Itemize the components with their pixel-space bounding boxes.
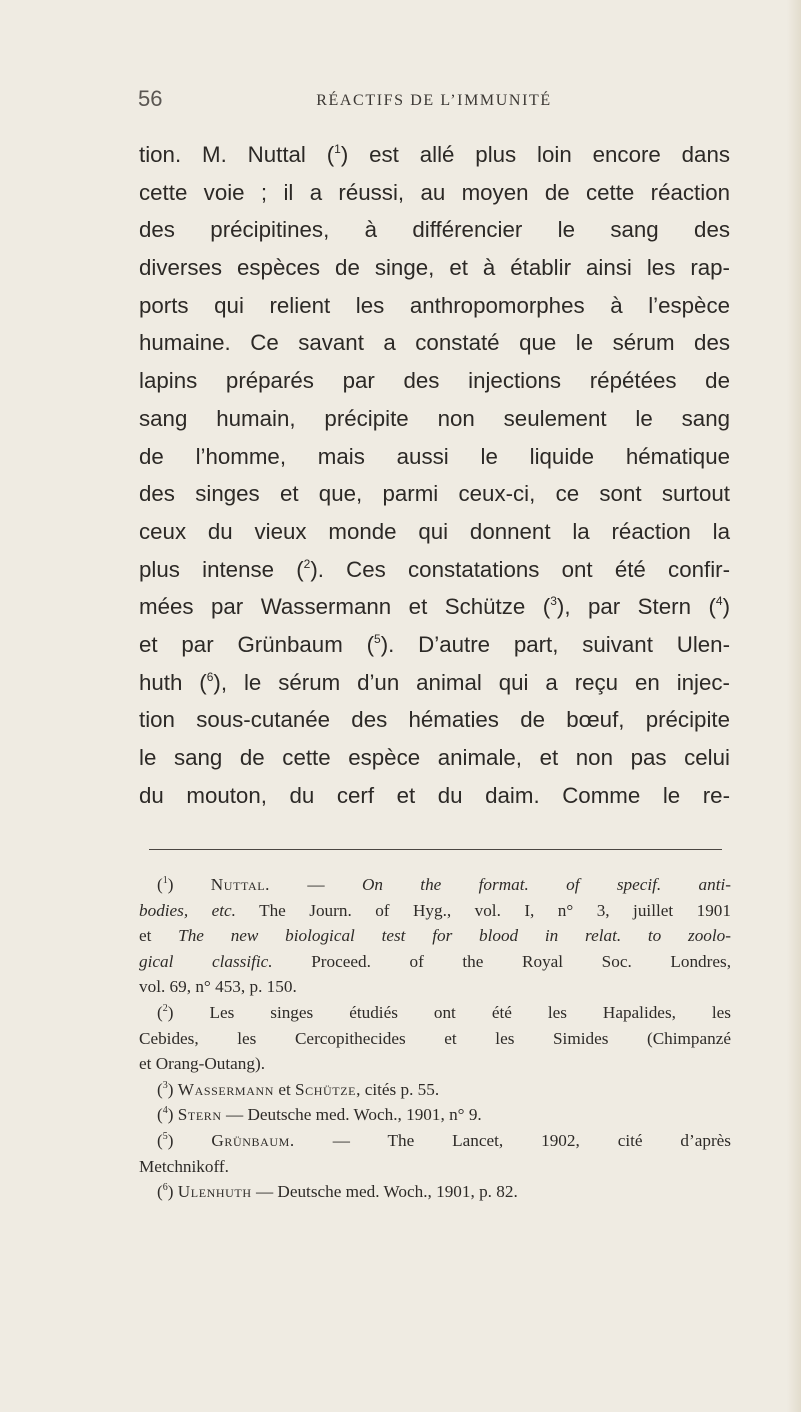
body-line: et par Grünbaum ($^5$). D’autre part, suivant Ulen- [139,631,730,657]
body-line: diverses espèces de singe, et à établir ainsi les rap- [139,255,730,281]
page-header [138,86,730,120]
footnote-2: ($^2$) Les singes étudiés ont été les Hapalides, les Cebides, les Cercopithecides et les Simides (Chimpanzé et Orang-Outang). [139,1002,732,1074]
footnote-5: ($^5$) Grünbaum. — The Lancet, 1902, cité d’après Metchnikoff. [139,1130,731,1176]
footnote-rule [149,849,722,850]
body-line: ports qui relient les anthropomorphes à l’espèce [139,292,730,318]
footnote-3: ($^3$) Wassermann et Schütze, cités p. 55. [157,1079,440,1099]
running-title: RÉACTIFS DE L’IMMUNITÉ [316,92,552,109]
body-line: des précipitines, à différencier le sang des [139,217,730,243]
body-line: de l’homme, mais aussi le liquide hématique [139,443,730,469]
footnotes [139,872,731,1205]
body-line: mées par Wassermann et Schütze ($^3$), par Stern ($^4$) [139,594,730,620]
footnote-author: Nuttal. [210,875,271,894]
page-edge-shadow [787,0,801,1412]
body-line: le sang de cette espèce animale, et non pas celui [139,745,730,770]
body-line: du mouton, du cerf et du daim. Comme le re- [139,782,730,808]
body-line: huth ($^6$), le sérum d’un animal qui a reçu en injec- [139,669,730,695]
body-line: tion sous-cutanée des hématies de bœuf, précipite [139,707,730,733]
body-line: humaine. Ce savant a constaté que le sérum des [139,330,730,356]
footnote-1: ($^1$) Nuttal. — On the format. of specif. anti- bodies, etc. The Journ. of Hyg., vol. I, n° 3, juillet 1901 et The new biological test for blood in relat. to zoolo- gical classific. Proceed. of the Royal Soc. Londres, vol. 69, n° 453, p. 150. [139,875,731,997]
body-line: tion. M. Nuttal ($^1$) est allé plus loin encore dans [139,142,730,167]
body-text [139,136,730,814]
footnote-6: ($^6$) Ulenhuth — Deutsche med. Woch., 1901, p. 82. [157,1182,518,1202]
body-line: plus intense ($^2$). Ces constatations ont été confir- [139,556,730,582]
body-line: ceux du vieux monde qui donnent la réaction la [139,518,730,544]
body-line: cette voie ; il a réussi, au moyen de cette réaction [139,179,730,205]
body-line: sang humain, précipite non seulement le sang [139,405,730,431]
page-number: 56 [138,86,163,111]
footnote-title: On the format. of specif. anti- [361,875,731,894]
body-line: lapins préparés par des injections répétées de [139,368,730,394]
body-line: des singes et que, parmi ceux-ci, ce sont surtout [139,481,730,507]
footnote-4: ($^4$) Stern — Deutsche med. Woch., 1901, n° 9. [157,1105,482,1125]
